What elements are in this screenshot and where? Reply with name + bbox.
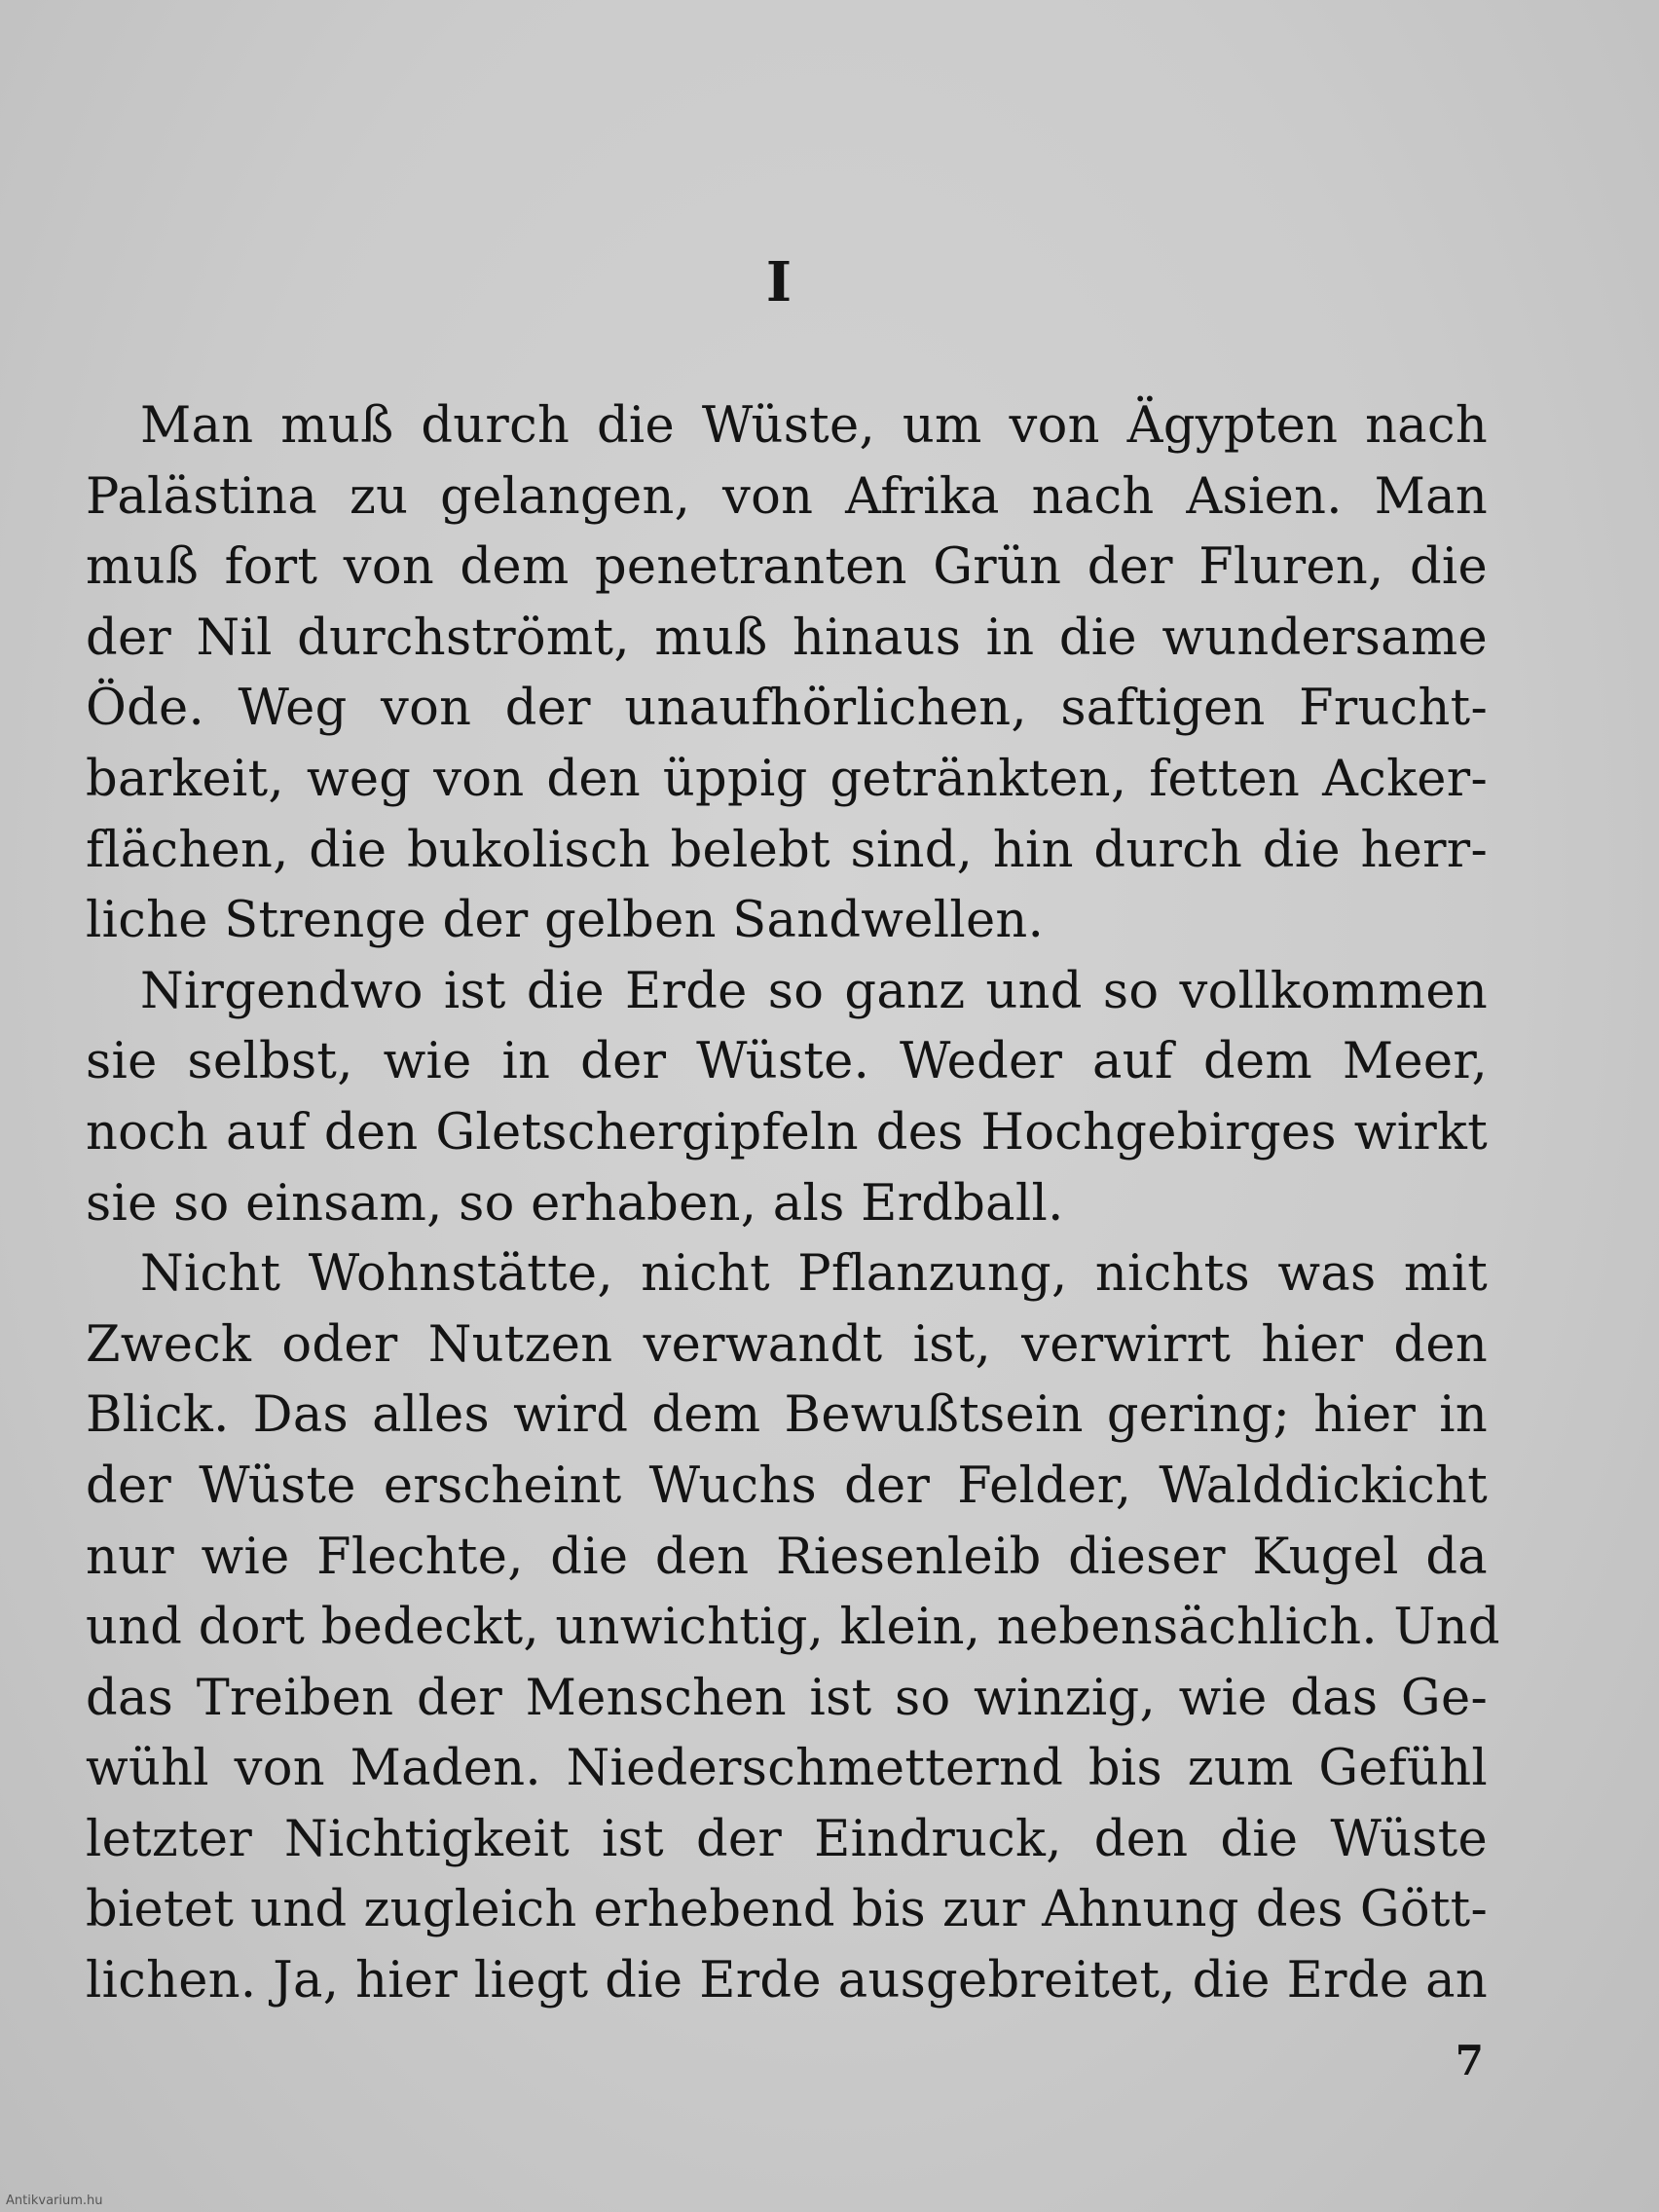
text-line: Nicht Wohnstätte, nicht Pflanzung, nichts was mit [140, 1245, 1488, 1304]
text-line: Blick. Das alles wird dem Bewußtsein gering; hier in [86, 1386, 1488, 1445]
text-line: und dort bedeckt, unwichtig, klein, nebensächlich. Und [86, 1599, 1500, 1657]
text-line: flächen, die bukolisch belebt sind, hin durch die herr- [86, 821, 1488, 879]
text-line: Man muß durch die Wüste, um von Ägypten nach [140, 397, 1488, 455]
text-line: muß fort von dem penetranten Grün der Fluren, die [86, 538, 1488, 597]
paragraph [86, 957, 1488, 1239]
text-line: der Wüste erscheint Wuchs der Felder, Walddickicht [86, 1456, 1488, 1515]
text-line: Palästina zu gelangen, von Afrika nach Asien. Man [86, 467, 1488, 526]
text-line: Zweck oder Nutzen verwandt ist, verwirrt hier den [86, 1315, 1488, 1374]
text-line: sie so einsam, so erhaben, als Erdball. [86, 1174, 1064, 1233]
text-line: der Nil durchströmt, muß hinaus in die wundersame [86, 608, 1488, 667]
text-line: barkeit, weg von den üppig getränkten, fetten Acker- [86, 750, 1488, 808]
watermark: Antikvarium.hu [6, 2194, 103, 2208]
text-line: bietet und zugleich erhebend bis zur Ahnung des Gött- [86, 1881, 1488, 1939]
text-line: liche Strenge der gelben Sandwellen. [86, 892, 1045, 950]
text-line: das Treiben der Menschen ist so winzig, wie das Ge- [86, 1669, 1488, 1727]
page-number: 7 [1455, 2037, 1484, 2084]
body-text [86, 391, 1500, 2017]
paragraph [86, 391, 1488, 957]
text-line: noch auf den Gletschergipfeln des Hochgebirges wirkt [86, 1103, 1488, 1161]
chapter-heading: I [765, 250, 793, 314]
text-line: Öde. Weg von der unaufhörlichen, saftigen Frucht- [86, 680, 1488, 738]
text-line: nur wie Flechte, die den Riesenleib dieser Kugel da [86, 1528, 1488, 1586]
text-line: wühl von Maden. Niederschmetternd bis zum Gefühl [86, 1740, 1488, 1798]
text-line: letzter Nichtigkeit ist der Eindruck, den die Wüste [86, 1810, 1488, 1868]
paragraph [86, 1239, 1500, 2017]
text-line: lichen. Ja, hier liegt die Erde ausgebreitet, die Erde an [86, 1952, 1488, 2010]
text-line: Nirgendwo ist die Erde so ganz und so vollkommen [140, 962, 1488, 1020]
text-line: sie selbst, wie in der Wüste. Weder auf dem Meer, [86, 1033, 1488, 1091]
